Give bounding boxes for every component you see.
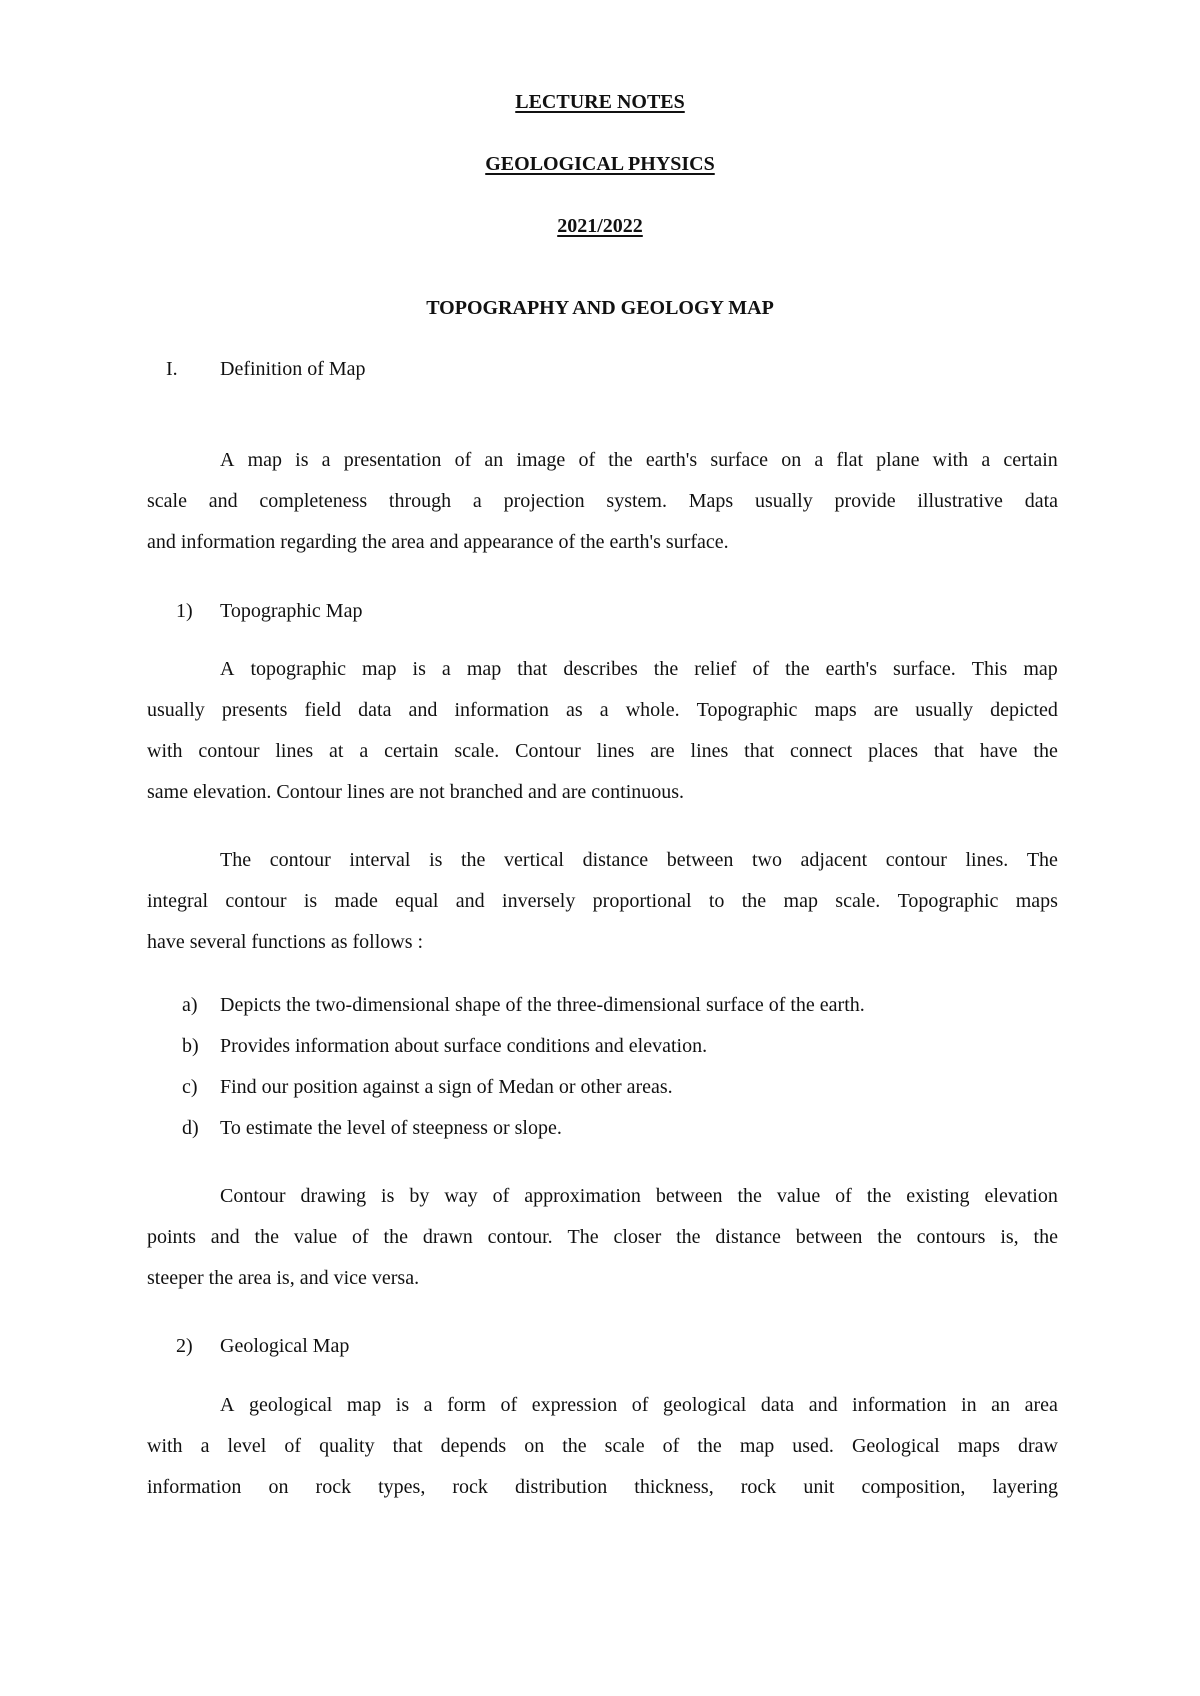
paragraph-line: A geological map is a form of expression of geological data and information in an area [220,1394,1058,1416]
paragraph-line: with a level of quality that depends on the scale of the map used. Geological maps draw [147,1435,1058,1457]
paragraph-line: integral contour is made equal and inversely proportional to the map scale. Topographic maps [147,890,1058,912]
subsection-heading: Geological Map [220,1335,350,1357]
list-item: To estimate the level of steepness or slope. [220,1117,562,1139]
paragraph-line: information on rock types, rock distribution thickness, rock unit composition, layering [147,1476,1058,1498]
paragraph-line: The contour interval is the vertical distance between two adjacent contour lines. The [220,849,1058,871]
header-lecture-notes: LECTURE NOTES [515,91,685,113]
paragraph-line: with contour lines at a certain scale. Contour lines are lines that connect places that have the [147,740,1058,762]
list-marker: a) [182,994,198,1016]
paragraph-line: same elevation. Contour lines are not branched and are continuous. [147,781,685,803]
list-item: Depicts the two-dimensional shape of the three-dimensional surface of the earth. [220,994,865,1016]
paragraph-line: scale and completeness through a projection system. Maps usually provide illustrative data [147,490,1058,512]
section-heading: Definition of Map [220,358,366,380]
subsection-heading: Topographic Map [220,600,363,622]
paragraph-line: steeper the area is, and vice versa. [147,1267,420,1289]
list-item: Find our position against a sign of Medan or other areas. [220,1076,673,1098]
paragraph-line: A map is a presentation of an image of the earth's surface on a flat plane with a certain [220,449,1058,471]
header-course-title: GEOLOGICAL PHYSICS [485,153,715,175]
subsection-number: 2) [176,1335,193,1357]
paragraph-line: Contour drawing is by way of approximation between the value of the existing elevation [220,1185,1058,1207]
paragraph-line: points and the value of the drawn contour. The closer the distance between the contours is, the [147,1226,1058,1248]
topic-title: TOPOGRAPHY AND GEOLOGY MAP [426,297,774,319]
paragraph-line: usually presents field data and information as a whole. Topographic maps are usually depicted [147,699,1058,721]
list-item: Provides information about surface conditions and elevation. [220,1035,708,1057]
header-academic-year: 2021/2022 [557,215,643,237]
section-number: I. [166,358,178,380]
subsection-number: 1) [176,600,193,622]
list-marker: b) [182,1035,199,1057]
paragraph-line: A topographic map is a map that describes the relief of the earth's surface. This map [220,658,1058,680]
list-marker: c) [182,1076,198,1098]
paragraph-line: have several functions as follows : [147,931,424,953]
list-marker: d) [182,1117,199,1139]
paragraph-line: and information regarding the area and appearance of the earth's surface. [147,531,729,553]
